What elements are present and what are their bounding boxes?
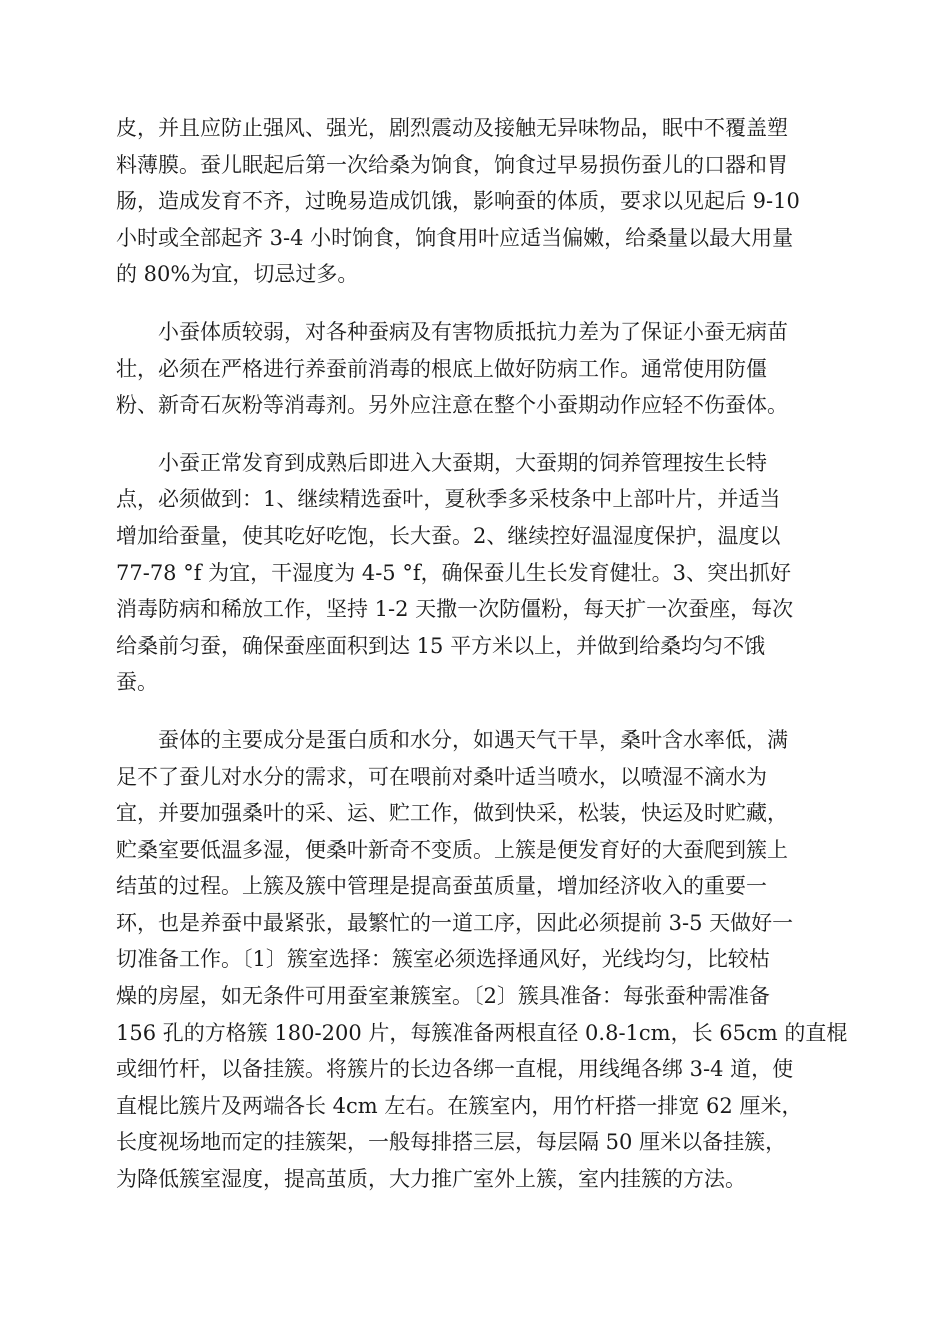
text-line: 蚕。 <box>116 670 158 695</box>
text-line: 77-78 °f 为宜，干湿度为 4-5 °f，确保蚕儿生长发育健壮。3、突出抓好 <box>116 560 791 585</box>
text-line: 长度视场地而定的挂簇架，一般每排搭三层，每层隔 50 厘米以备挂簇， <box>116 1130 787 1155</box>
text-line: 贮桑室要低温多湿，便桑叶新奇不变质。上簇是便发育好的大蚕爬到簇上 <box>116 837 788 862</box>
text-line: 增加给蚕量，使其吃好吃饱，长大蚕。2、继续控好温湿度保护，温度以 <box>116 523 781 548</box>
text-line: 结茧的过程。上簇及簇中管理是提高蚕茧质量，增加经济收入的重要一 <box>116 874 767 899</box>
text-line: 给桑前匀蚕，确保蚕座面积到达 15 平方米以上，并做到给桑均匀不饿 <box>116 633 766 658</box>
paragraph <box>116 314 832 424</box>
text-line: 点，必须做到：1、继续精选蚕叶，夏秋季多采枝条中上部叶片，并适当 <box>116 487 781 512</box>
text-line: 足不了蚕儿对水分的需求，可在喂前对桑叶适当喷水，以喷湿不滴水为 <box>116 764 767 789</box>
paragraph <box>116 445 832 701</box>
text-line: 小蚕体质较弱，对各种蚕病及有害物质抵抗力差为了保证小蚕无病苗 <box>158 319 788 344</box>
text-line: 直棍比簇片及两端各长 4cm 左右。在簇室内，用竹杆搭一排宽 62 厘米， <box>116 1093 803 1118</box>
paragraph <box>116 110 832 293</box>
text-line: 小蚕正常发育到成熟后即进入大蚕期，大蚕期的饲养管理按生长特 <box>158 450 767 475</box>
text-line: 156 孔的方格簇 180-200 片，每簇准备两根直径 0.8-1cm，长 65cm 的直棍 <box>116 1020 848 1045</box>
text-line: 消毒防病和稀放工作，坚持 1-2 天撒一次防僵粉，每天扩一次蚕座，每次 <box>116 597 794 622</box>
text-line: 宜，并要加强桑叶的采、运、贮工作，做到快采，松装，快运及时贮藏， <box>116 801 788 826</box>
paragraph <box>116 722 848 1198</box>
text-line: 环，也是养蚕中最紧张，最繁忙的一道工序，因此必须提前 3-5 天做好一 <box>116 910 794 935</box>
text-line: 小时或全部起齐 3-4 小时饷食，饷食用叶应适当偏嫩，给桑量以最大用量 <box>116 225 794 250</box>
text-line: 蚕体的主要成分是蛋白质和水分，如遇天气干旱，桑叶含水率低，满 <box>158 727 788 752</box>
text-line: 料薄膜。蚕儿眠起后第一次给桑为饷食，饷食过早易损伤蚕儿的口器和胃 <box>116 152 788 177</box>
text-line: 粉、新奇石灰粉等消毒剂。另外应注意在整个小蚕期动作应轻不伤蚕体。 <box>116 393 788 418</box>
text-line: 切准备工作。〔1〕簇室选择：簇室必须选择通风好，光线均匀，比较枯 <box>116 947 770 972</box>
text-line: 的 80%为宜，切忌过多。 <box>116 262 359 287</box>
text-line: 肠，造成发育不齐，过晚易造成饥饿，影响蚕的体质，要求以见起后 9-10 <box>116 189 800 214</box>
text-line: 皮，并且应防止强风、强光，剧烈震动及接触无异味物品，眠中不覆盖塑 <box>116 116 788 140</box>
text-line: 燥的房屋，如无条件可用蚕室兼簇室。〔2〕簇具准备：每张蚕种需准备 <box>116 984 770 1009</box>
document-body <box>116 110 848 1198</box>
text-line: 或细竹杆，以备挂簇。将簇片的长边各绑一直棍，用线绳各绑 3-4 道，使 <box>116 1057 794 1082</box>
text-line: 为降低簇室湿度，提高茧质，大力推广室外上簇，室内挂簇的方法。 <box>116 1167 746 1192</box>
text-line: 壮，必须在严格进行养蚕前消毒的根底上做好防病工作。通常使用防僵 <box>116 356 767 381</box>
